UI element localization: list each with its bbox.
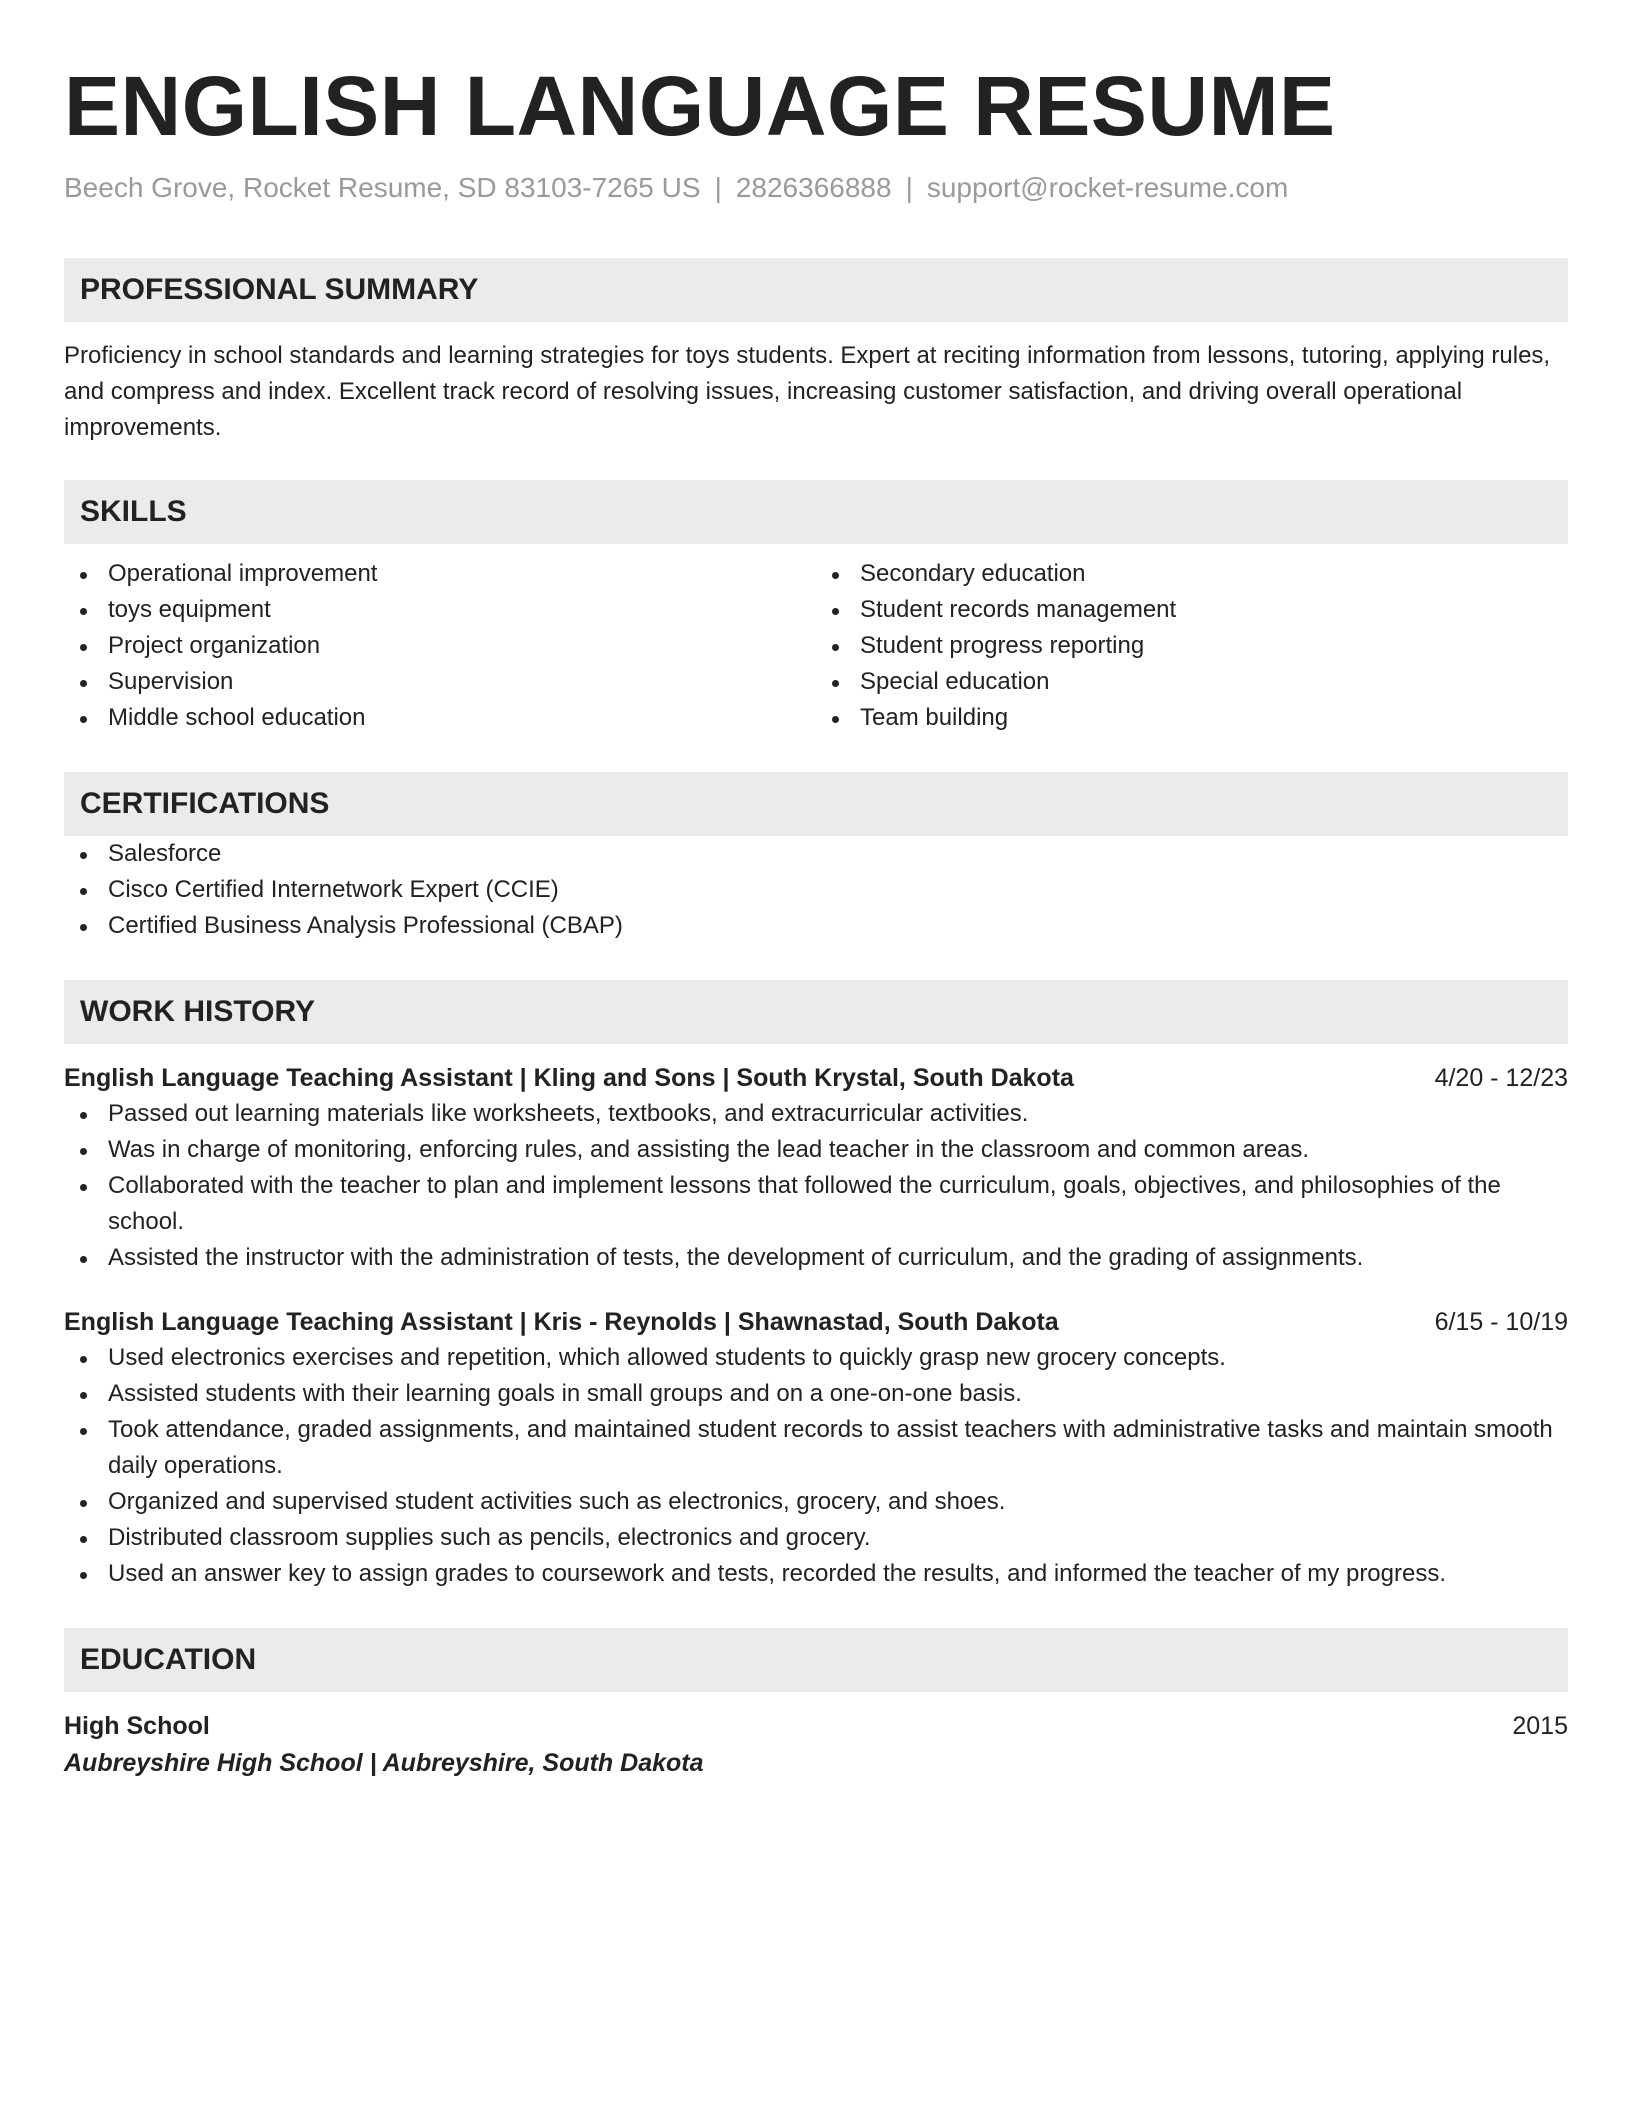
contact-address: Beech Grove, Rocket Resume, SD 83103-7265 US: [64, 172, 701, 203]
job-entry: [64, 1304, 1568, 1592]
job-dates: 4/20 - 12/23: [1434, 1064, 1568, 1092]
certification-item: Cisco Certified Internetwork Expert (CCIE): [64, 872, 1568, 908]
skill-item: Team building: [816, 700, 1568, 736]
job-duty-item: Organized and supervised student activities such as electronics, grocery, and shoes.: [64, 1484, 1568, 1520]
job-duty-item: Used electronics exercises and repetition, which allowed students to quickly grasp new grocery concepts.: [64, 1340, 1568, 1376]
resume-title: ENGLISH LANGUAGE RESUME: [64, 59, 1336, 153]
section-heading-summary: PROFESSIONAL SUMMARY: [64, 258, 1568, 322]
job-duty-item: Took attendance, graded assignments, and maintained student records to assist teachers with administrative tasks and maintain smooth daily operations.: [64, 1412, 1568, 1484]
certification-item: Salesforce: [64, 836, 1568, 872]
section-heading-work-history: WORK HISTORY: [64, 980, 1568, 1044]
contact-separator: |: [905, 172, 913, 203]
education-school: Aubreyshire High School | Aubreyshire, South Dakota: [64, 1749, 704, 1777]
skills-list: [64, 556, 1568, 736]
job-duties-list: [64, 1340, 1568, 1592]
job-dates: 6/15 - 10/19: [1434, 1308, 1568, 1336]
job-title: English Language Teaching Assistant | Kris - Reynolds | Shawnastad, South Dakota: [64, 1308, 1059, 1336]
skill-item: Project organization: [64, 628, 816, 664]
section-heading-education: EDUCATION: [64, 1628, 1568, 1692]
certifications-list: [64, 836, 1568, 944]
skill-item: Special education: [816, 664, 1568, 700]
skill-item: Middle school education: [64, 700, 816, 736]
job-entry: [64, 1060, 1568, 1276]
education-degree: High School: [64, 1712, 210, 1740]
contact-line: [64, 170, 1568, 206]
education-entry: [64, 1708, 1568, 1782]
job-duty-item: Passed out learning materials like worksheets, textbooks, and extracurricular activities.: [64, 1096, 1568, 1132]
contact-separator: |: [714, 172, 722, 203]
job-duty-item: Distributed classroom supplies such as pencils, electronics and grocery.: [64, 1520, 1568, 1556]
job-header: [64, 1304, 1568, 1340]
skill-item: Student records management: [816, 592, 1568, 628]
job-duty-item: Was in charge of monitoring, enforcing rules, and assisting the lead teacher in the classroom and common areas.: [64, 1132, 1568, 1168]
certification-item: Certified Business Analysis Professional (CBAP): [64, 908, 1568, 944]
skill-item: Secondary education: [816, 556, 1568, 592]
education-header: [64, 1708, 1568, 1744]
job-duty-item: Assisted students with their learning goals in small groups and on a one-on-one basis.: [64, 1376, 1568, 1412]
job-duty-item: Assisted the instructor with the administration of tests, the development of curriculum, and the grading of assignments.: [64, 1240, 1568, 1276]
section-heading-certifications: CERTIFICATIONS: [64, 772, 1568, 836]
job-header: [64, 1060, 1568, 1096]
skills-column-left: [64, 556, 816, 736]
skill-item: Supervision: [64, 664, 816, 700]
skills-column-right: [816, 556, 1568, 736]
summary-text: Proficiency in school standards and learning strategies for toys students. Expert at reciting information from lessons, tutoring, applying rules, and compress and index. Excellent track record of resolving issues, increasing customer satisfaction, and driving overall operational improvements.: [64, 342, 1551, 441]
skill-item: toys equipment: [64, 592, 816, 628]
contact-email: support@rocket-resume.com: [926, 172, 1289, 203]
section-heading-skills: SKILLS: [64, 480, 1568, 544]
job-duty-item: Collaborated with the teacher to plan and implement lessons that followed the curriculum, goals, objectives, and philosophies of the school.: [64, 1168, 1568, 1240]
contact-phone: 2826366888: [735, 172, 892, 203]
job-duty-item: Used an answer key to assign grades to coursework and tests, recorded the results, and informed the teacher of my progress.: [64, 1556, 1568, 1592]
job-title: English Language Teaching Assistant | Kling and Sons | South Krystal, South Dakota: [64, 1064, 1074, 1092]
education-year: 2015: [1512, 1712, 1568, 1740]
skill-item: Student progress reporting: [816, 628, 1568, 664]
skill-item: Operational improvement: [64, 556, 816, 592]
job-duties-list: [64, 1096, 1568, 1276]
